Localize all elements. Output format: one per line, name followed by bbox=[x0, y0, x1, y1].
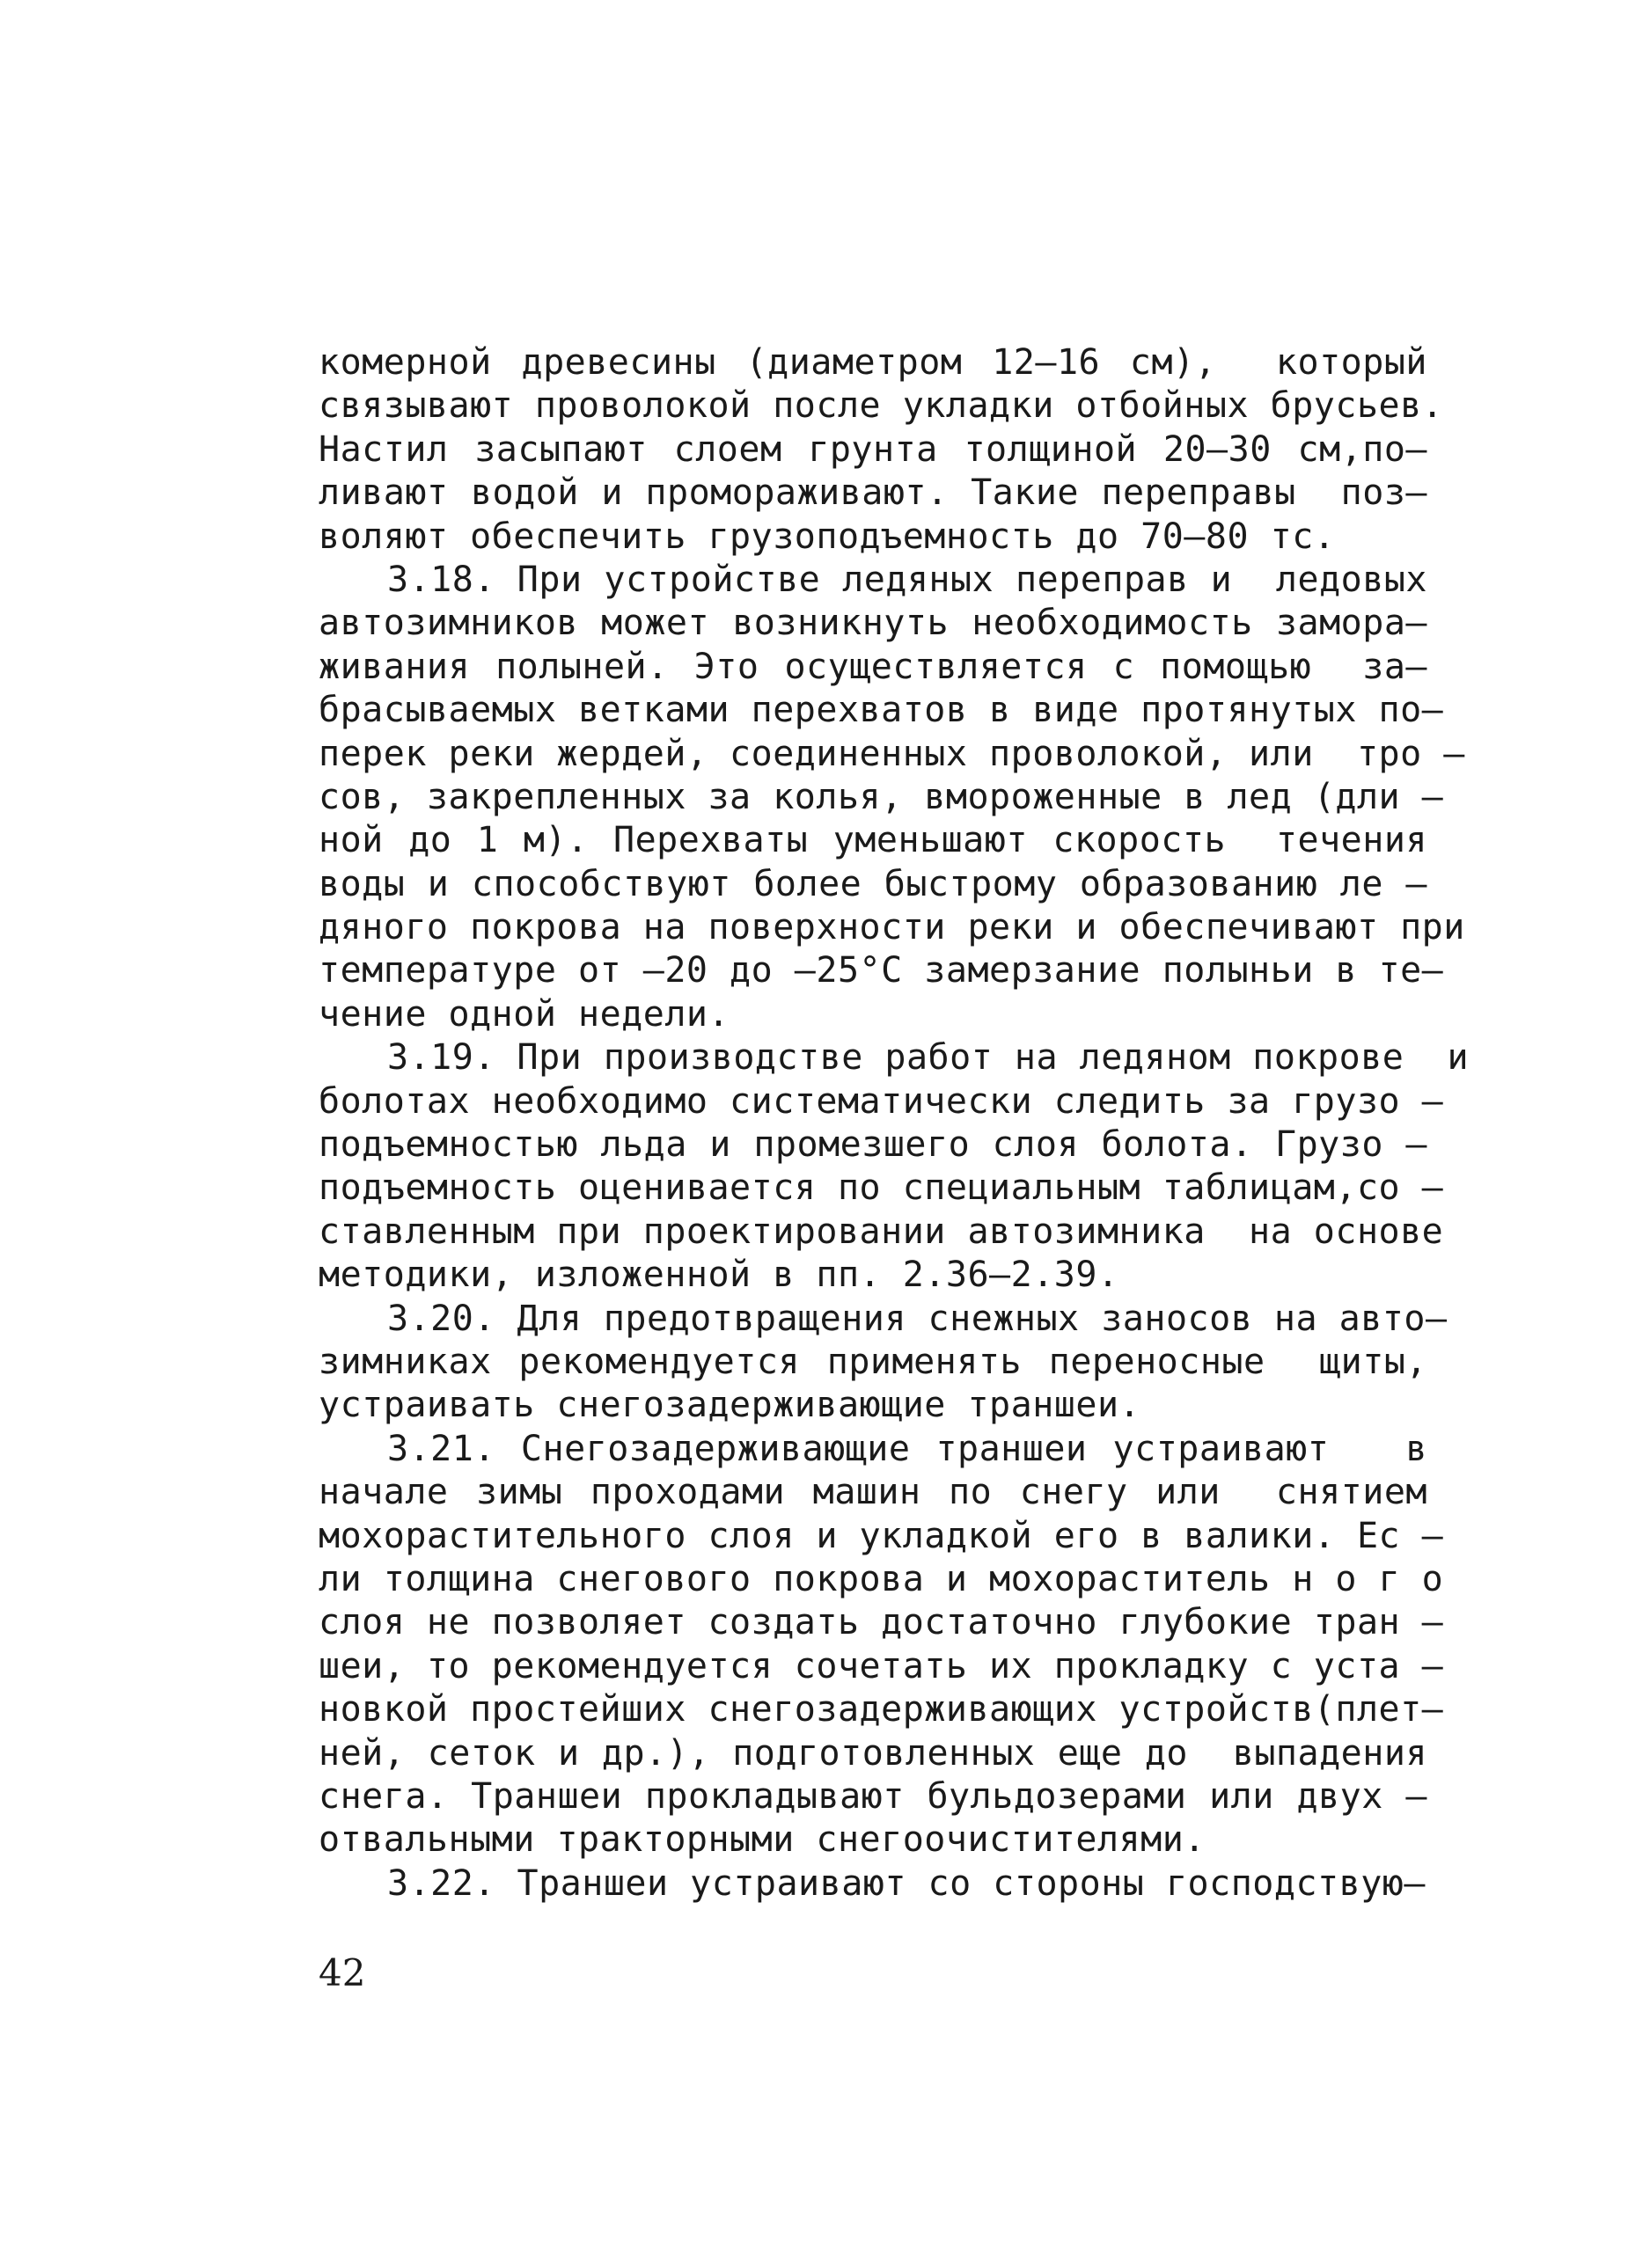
paragraph-3-21-start: 3.21. Снегозадерживающие траншеи устраивают в bbox=[387, 1428, 1427, 1469]
text-line: воляют обеспечить грузоподъемность до 70–80 тс. bbox=[319, 516, 1336, 557]
paragraph-3-20-start: 3.20. Для предотвращения снежных заносов на авто– bbox=[387, 1298, 1448, 1339]
text-line: чение одной недели. bbox=[319, 993, 730, 1035]
text-line: зимниках рекомендуется применять переносные щиты, bbox=[319, 1341, 1427, 1382]
text-line: шеи, то рекомендуется сочетать их прокладку с уста – bbox=[319, 1645, 1444, 1686]
text-line: подъемностью льда и промезшего слоя болота. Грузо – bbox=[319, 1124, 1427, 1166]
text-line: ливают водой и промораживают. Такие переправы поз– bbox=[319, 472, 1427, 514]
text-line: ли толщина снегового покрова и мохораститель н о г о bbox=[319, 1558, 1444, 1599]
paragraph-3-18-start: 3.18. При устройстве ледяных переправ и ледовых bbox=[387, 559, 1427, 600]
text-line: болотах необходимо систематически следить за грузо – bbox=[319, 1080, 1444, 1122]
text-line: новкой простейших снегозадерживающих устройств(плет– bbox=[319, 1689, 1444, 1730]
text-line: отвальными тракторными снегоочистителями. bbox=[319, 1819, 1206, 1861]
text-line: устраивать снегозадерживающие траншеи. bbox=[319, 1385, 1141, 1426]
text-line: воды и способствуют более быстрому образованию ле – bbox=[319, 863, 1427, 904]
text-line: слоя не позволяет создать достаточно глубокие тран – bbox=[319, 1602, 1444, 1643]
text-line: живания полыней. Это осуществляется с помощью за– bbox=[319, 646, 1427, 687]
text-line: автозимников может возникнуть необходимость замора– bbox=[319, 603, 1427, 644]
text-line: Настил засыпают слоем грунта толщиной 20–30 см,по– bbox=[319, 428, 1427, 470]
text-line: снега. Траншеи прокладывают бульдозерами или двух – bbox=[319, 1775, 1427, 1817]
text-line: связывают проволокой после укладки отбойных брусьев. bbox=[319, 385, 1444, 427]
paragraph-3-19-start: 3.19. При производстве работ на ледяном покрове и bbox=[387, 1037, 1470, 1079]
text-line: методики, изложенной в пп. 2.36–2.39. bbox=[319, 1255, 1119, 1296]
text-line: перек реки жердей, соединенных проволокой, или тро – bbox=[319, 733, 1465, 774]
paragraph-3-22-start: 3.22. Траншеи устраивают со стороны господствую– bbox=[387, 1862, 1426, 1904]
body-text bbox=[319, 341, 1470, 1906]
text-line: температуре от –20 до –25°С замерзание полыньи в те– bbox=[319, 950, 1444, 991]
page-number: 42 bbox=[319, 1951, 366, 1994]
text-line: ной до 1 м). Перехваты уменьшают скорость течения bbox=[319, 820, 1427, 861]
text-line: подъемность оценивается по специальным таблицам,со – bbox=[319, 1167, 1444, 1209]
text-line: ставленным при проектировании автозимника на основе bbox=[319, 1211, 1444, 1252]
text-line: брасываемых ветками перехватов в виде протянутых по– bbox=[319, 690, 1444, 731]
text-line: начале зимы проходами машин по снегу или снятием bbox=[319, 1472, 1427, 1513]
text-line: сов, закрепленных за колья, вмороженные в лед (дли – bbox=[319, 776, 1444, 817]
text-line: мохорастительного слоя и укладкой его в валики. Ес – bbox=[319, 1515, 1444, 1556]
text-line: комерной древесины (диаметром 12–16 см), который bbox=[319, 342, 1427, 383]
text-line: ней, сеток и др.), подготовленных еще до выпадения bbox=[319, 1732, 1427, 1774]
text-line: дяного покрова на поверхности реки и обеспечивают при bbox=[319, 907, 1465, 948]
